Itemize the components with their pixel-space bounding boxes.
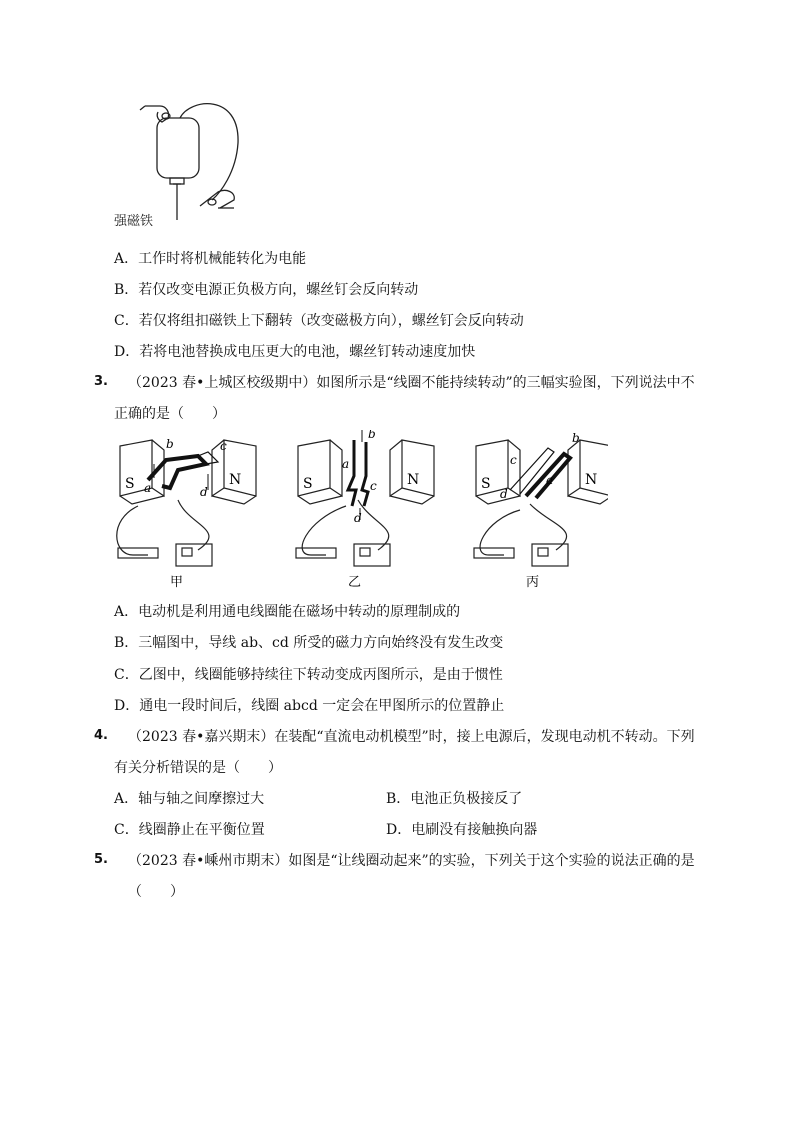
q4-number: 4. bbox=[94, 728, 108, 743]
label-a: a bbox=[342, 457, 350, 471]
q2-option-c: C．若仅将组扣磁铁上下翻转（改变磁极方向），螺丝钉会反向转动 bbox=[114, 313, 524, 329]
figure-battery-magnet bbox=[100, 98, 260, 233]
label-b: b bbox=[572, 431, 580, 445]
q2-option-a: A．工作时将机械能转化为电能 bbox=[114, 251, 307, 267]
q5-stem-line2: （ ） bbox=[128, 884, 184, 900]
pole-n: N bbox=[229, 472, 242, 488]
pole-s: S bbox=[481, 476, 491, 492]
q3-stem-line2: 正确的是（ ） bbox=[114, 406, 226, 422]
q5-stem-line1: （2023 春•嵊州市期末）如图是“让线圈动起来”的实验，下列关于这个实验的说法正确的是 bbox=[128, 853, 695, 869]
label-b: b bbox=[166, 437, 174, 451]
q3-motor-panels bbox=[108, 430, 608, 590]
panel-bing bbox=[474, 431, 608, 590]
q4-option-d: D．电刷没有接触换向器 bbox=[386, 822, 538, 838]
q3-option-d: D．通电一段时间后，线圈 abcd 一定会在甲图所示的位置静止 bbox=[114, 698, 505, 714]
caption-jia: 甲 bbox=[170, 575, 184, 590]
q4-option-c: C．线圈静止在平衡位置 bbox=[114, 822, 265, 838]
pole-s: S bbox=[303, 476, 313, 492]
q2-option-b: B．若仅改变电源正负极方向，螺丝钉会反向转动 bbox=[114, 282, 419, 298]
label-a: a bbox=[546, 473, 554, 487]
label-d: d bbox=[500, 487, 508, 501]
label-c: c bbox=[370, 479, 377, 493]
q3-option-a: A．电动机是利用通电线圈能在磁场中转动的原理制成的 bbox=[114, 604, 461, 620]
magnet-label: 强磁铁 bbox=[114, 214, 154, 229]
label-d: d bbox=[354, 511, 362, 525]
panel-yi bbox=[296, 430, 434, 590]
q3-number: 3. bbox=[94, 374, 108, 389]
pole-n: N bbox=[407, 472, 420, 488]
q2-option-d: D．若将电池替换成电压更大的电池，螺丝钉转动速度加快 bbox=[114, 344, 476, 360]
panel-jia bbox=[117, 437, 256, 590]
q3-option-c: C．乙图中，线圈能够持续往下转动变成丙图所示，是由于惯性 bbox=[114, 667, 503, 683]
pole-s: S bbox=[125, 476, 135, 492]
label-a: a bbox=[144, 481, 152, 495]
q4-option-a: A．轴与轴之间摩擦过大 bbox=[114, 791, 265, 807]
label-b: b bbox=[368, 430, 376, 441]
label-c: c bbox=[220, 439, 227, 453]
battery-magnet-drawing bbox=[100, 98, 260, 233]
q4-option-b: B．电池正负极接反了 bbox=[386, 791, 523, 807]
q3-stem-line1: （2023 春•上城区校级期中）如图所示是“线圈不能持续转动”的三幅实验图，下列说法中不 bbox=[128, 375, 695, 391]
caption-yi: 乙 bbox=[348, 575, 362, 590]
label-d: d bbox=[200, 485, 208, 499]
q5-number: 5. bbox=[94, 852, 108, 867]
q4-stem-line2: 有关分析错误的是（ ） bbox=[114, 760, 282, 776]
pole-n: N bbox=[585, 472, 598, 488]
q4-stem-line1: （2023 春•嘉兴期末）在装配“直流电动机模型”时，接上电源后，发现电动机不转动。下列 bbox=[128, 729, 695, 745]
q3-option-b: B．三幅图中，导线 ab、cd 所受的磁力方向始终没有发生改变 bbox=[114, 635, 504, 651]
q3-figure bbox=[108, 430, 608, 590]
caption-bing: 丙 bbox=[526, 575, 540, 590]
label-c: c bbox=[510, 453, 517, 467]
